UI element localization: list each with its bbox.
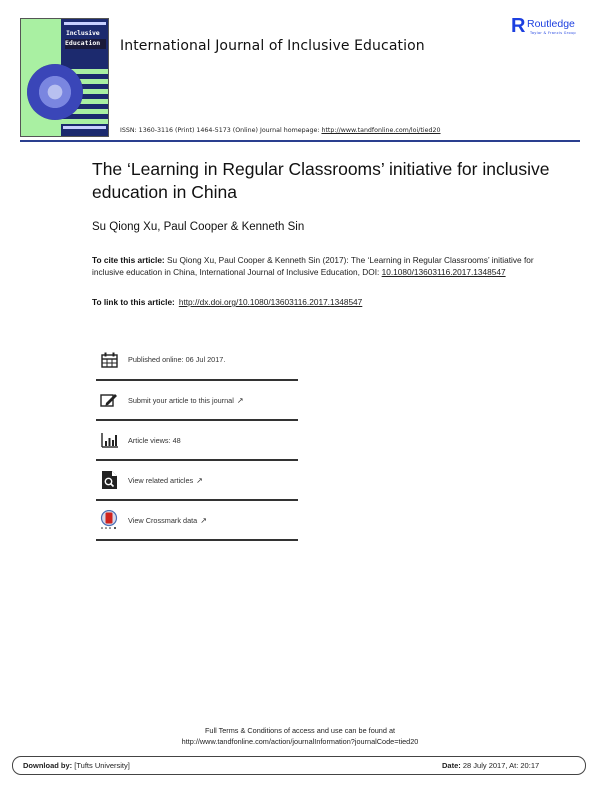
external-link-icon: ↗ — [196, 475, 203, 485]
download-info-bar — [12, 756, 586, 775]
external-link-icon: ↗ — [236, 395, 244, 405]
journal-title: International Journal of Inclusive Education — [120, 38, 425, 54]
downloaded-by-label: Download by: — [23, 761, 73, 770]
download-date — [442, 761, 539, 770]
downloaded-by-value: [Tufts University] — [72, 761, 130, 770]
crossmark-icon — [100, 511, 118, 529]
published-online-text: Published online: 06 Jul 2017. — [128, 355, 226, 364]
related-articles-text: View related articles — [128, 475, 194, 485]
article-doi-url-link[interactable]: http://dx.doi.org/10.1080/13603116.2017.1348547 — [178, 297, 363, 307]
publisher-subtitle: Taylor & Francis Group — [530, 31, 576, 35]
article-link-line — [92, 297, 362, 307]
edit-icon — [100, 391, 118, 409]
header-divider — [20, 140, 580, 142]
cite-text: Su Qiong Xu, Paul Cooper & Kenneth Sin (2017): The ‘Learning in Regular Classrooms’ initiative for inclusive education in China, International Journal of Inclusive Education, DOI: — [92, 255, 534, 277]
cover-faces-illustration — [27, 64, 83, 120]
article-views-item — [96, 421, 298, 461]
date-value: 28 July 2017, At: 20:17 — [460, 761, 540, 770]
downloaded-by — [23, 761, 130, 770]
citation-block — [92, 255, 542, 278]
link-label: To link to this article: — [92, 297, 175, 307]
published-online-item — [96, 340, 298, 381]
submit-article-text: Submit your article to this journal — [128, 395, 234, 405]
crossmark-text: View Crossmark data — [128, 515, 198, 525]
issn-text: ISSN: 1360-3116 (Print) 1464-5173 (Online) Journal homepage: — [120, 127, 322, 134]
doi-link[interactable]: 10.1080/13603116.2017.1348547 — [381, 266, 506, 277]
journal-homepage-link[interactable]: http://www.tandfonline.com/loi/tied20 — [321, 127, 441, 134]
publisher-name: Routledge — [527, 18, 575, 30]
routledge-r-icon: R — [511, 15, 526, 37]
calendar-icon — [100, 351, 118, 369]
bar-chart-icon — [100, 431, 118, 449]
submit-article-link[interactable] — [96, 381, 298, 421]
article-info-list — [96, 340, 298, 541]
cover-title-line2: Education — [65, 39, 106, 49]
terms-notice — [0, 725, 600, 747]
cover-title-line1: Inclusive — [66, 29, 100, 37]
related-articles-link[interactable] — [96, 461, 298, 501]
terms-line-1: Full Terms & Conditions of access and use can be found at — [204, 726, 396, 735]
issn-line — [120, 127, 441, 134]
publisher-logo — [511, 17, 591, 39]
article-title: The ‘Learning in Regular Classrooms’ initiative for inclusive education in China — [92, 159, 550, 202]
external-link-icon: ↗ — [200, 515, 207, 525]
date-label: Date: — [442, 761, 461, 770]
article-authors: Su Qiong Xu, Paul Cooper & Kenneth Sin — [92, 221, 305, 233]
search-document-icon — [100, 471, 118, 489]
cite-label: To cite this article: — [92, 255, 165, 265]
terms-url-link[interactable]: http://www.tandfonline.com/action/journalInformation?journalCode=tied20 — [181, 737, 419, 746]
journal-cover-image — [20, 18, 109, 137]
crossmark-link[interactable] — [96, 501, 298, 541]
article-views-text: Article views: 48 — [128, 435, 181, 445]
